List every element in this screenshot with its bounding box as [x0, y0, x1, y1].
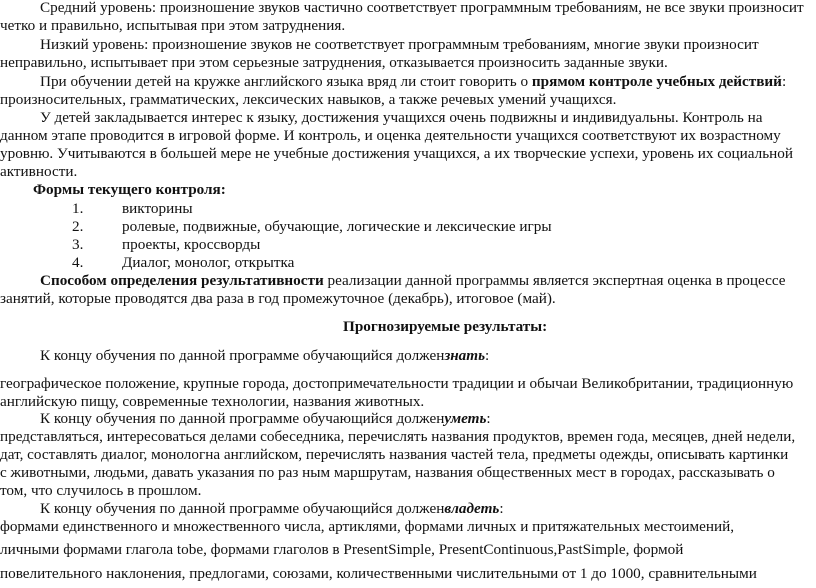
able-line-4: том, что случилось в прошлом. [0, 482, 202, 499]
know-colon: : [485, 347, 490, 364]
know-line-1: географическое положение, крупные города, достопримечательности традиции и обычаи Великобритании, традиционную [0, 375, 794, 392]
able-line-1: представляться, интересоваться делами собеседника, перечислять названия продуктов, времен года, месяцев, дней недели, [0, 428, 796, 445]
master-keyword: владеть [444, 500, 500, 517]
master-line-2: личными формами глагола tobe, формами глаголов в PresentSimple, PresentContinuous,PastSimple, формой [0, 541, 684, 558]
forms-item: проекты, кроссворды [122, 236, 261, 253]
forms-item-number: 3. [72, 236, 84, 253]
results-heading: Прогнозируемые результаты: [343, 318, 548, 335]
know-keyword: знать [444, 347, 486, 364]
control-line-1 [40, 73, 786, 91]
able-line-3: с животными, людьми, давать указания по раз ным маршрутам, названия общественных мест в городах, рассказывать о [0, 464, 775, 481]
control-line-2: произносительных, грамматических, лексических навыков, а также речевых умений учащихся. [0, 91, 617, 108]
know-intro: К концу обучения по данной программе обучающийся должен [40, 347, 445, 364]
able-colon: : [486, 410, 491, 427]
master-intro-line [40, 500, 504, 518]
know-intro-line [40, 347, 489, 365]
method-emphasis: Способом определения результативности [40, 272, 324, 289]
control-emphasis: прямом контроле учебных действий [531, 73, 782, 90]
low-level-line-2: неправильно, испытывает при этом серьезные затруднения, отказывается произносить заданные звуки. [0, 54, 668, 71]
forms-item-number: 4. [72, 254, 84, 271]
forms-item: ролевые, подвижные, обучающие, логические и лексические игры [122, 218, 552, 235]
know-line-2: английскую пищу, современные технологии, названия животных. [0, 393, 425, 410]
interest-line-3: уровню. Учитываются в большей мере не учебные достижения учащихся, а их творческие успехи, уровень их социальной [0, 145, 794, 162]
interest-line-4: активности. [0, 163, 78, 180]
master-colon: : [499, 500, 504, 517]
able-intro: К концу обучения по данной программе обучающийся должен [40, 410, 445, 427]
forms-item: Диалог, монолог, открытка [122, 254, 295, 271]
mid-level-line-1: Средний уровень: произношение звуков частично соответствует программным требованиям, не все звуки произносит [40, 0, 804, 16]
master-line-1: формами единственного и множественного числа, артиклями, формами личных и притяжательных местоимений, [0, 518, 735, 535]
control-text: При обучении детей на кружке английского языка вряд ли стоит говорить о [40, 73, 532, 90]
control-colon: : [781, 73, 787, 90]
forms-item-number: 1. [72, 200, 84, 217]
forms-heading: Формы текущего контроля: [33, 181, 226, 198]
forms-item-number: 2. [72, 218, 84, 235]
mid-level-line-2: четко и правильно, испытывая при этом затруднения. [0, 17, 346, 34]
low-level-line-1: Низкий уровень: произношение звуков не соответствует программным требованиям, многие звуки произносит [40, 36, 759, 53]
method-line-1 [40, 272, 786, 290]
master-intro: К концу обучения по данной программе обучающийся должен [40, 500, 445, 517]
able-intro-line [40, 410, 491, 428]
interest-line-2: данном этапе проводится в игровой форме. И контроль, и оценка деятельности учащихся соответствуют их возрастному [0, 127, 781, 144]
forms-item: викторины [122, 200, 193, 217]
method-text: реализации данной программы является экспертная оценка в процессе [323, 272, 786, 289]
method-line-2: занятий, которые проводятся два раза в год промежуточное (декабрь), итоговое (май). [0, 290, 556, 307]
interest-line-1: У детей закладывается интерес к языку, достижения учащихся очень подвижны и индивидуальны. Контроль на [40, 109, 763, 126]
able-keyword: уметь [444, 410, 487, 427]
master-line-3: повелительного наклонения, предлогами, союзами, количественными числительными от 1 до 1000, сравнительными [0, 565, 757, 582]
able-line-2: дат, составлять диалог, монологна английском, перечислять названия частей тела, предметы одежды, описывать картинки [0, 446, 789, 463]
